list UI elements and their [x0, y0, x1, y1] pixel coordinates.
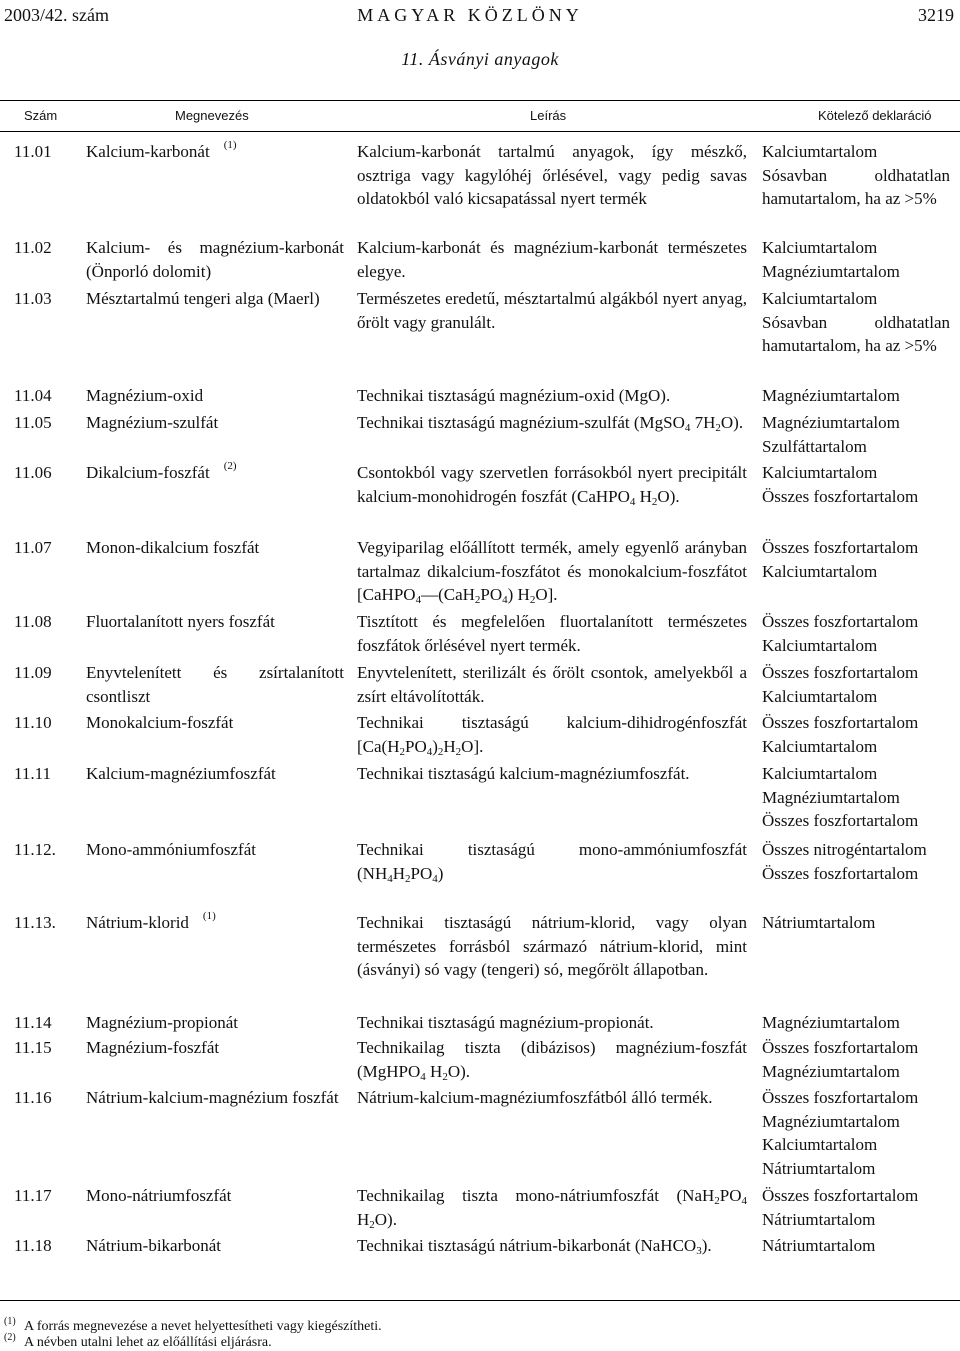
footnote-text: A forrás megnevezése a nevet helyettesítheti vagy kiegészítheti. [24, 1319, 382, 1334]
row-name-cell [86, 384, 344, 408]
formula-part: H [357, 1209, 370, 1229]
formula-part: ) H [507, 585, 530, 604]
row-name-cell [86, 838, 344, 862]
formula-part: O]. [461, 736, 484, 756]
declaration-item: Magnéziumtartalom [762, 1013, 900, 1032]
formula-part: PO [404, 736, 427, 756]
row-description-cell [357, 411, 747, 435]
chemical-formula [357, 1062, 470, 1081]
row-declaration-cell [762, 461, 950, 508]
declaration-item: Nátriumtartalom [762, 1158, 876, 1178]
row-declaration-cell [762, 536, 950, 583]
row-name-cell [86, 911, 344, 935]
row-description: Technikai tisztaságú magnézium-szulfát [357, 413, 630, 432]
row-number: 11.14 [14, 1013, 52, 1032]
formula-part: ) [437, 863, 444, 883]
section-title: 11. Ásványi anyagok [401, 49, 559, 69]
row-name: Monon-dikalcium foszfát [86, 538, 260, 557]
row-description: Technikai tisztaságú kalcium-magnéziumfoszfát. [357, 764, 690, 783]
row-name: Magnézium-oxid [86, 386, 204, 405]
row-description: Természetes eredetű, mésztartalmú algákból nyert anyag, őrölt vagy granulált. [357, 289, 747, 332]
footnote-reference: (1) [223, 139, 237, 151]
row-declaration-cell [762, 838, 950, 885]
row-description: Nátrium-kalcium-magnéziumfoszfátból álló termék. [357, 1088, 713, 1107]
footnote-mark: (1) [4, 1316, 16, 1327]
row-description: Csontokból vagy szervetlen forrásokból nyert precipitált kalcium-monohidrogén foszfát [357, 463, 747, 506]
row-name: Magnézium-szulfát [86, 413, 219, 432]
formula-subscript: 2 [715, 422, 721, 434]
formula-subscript: 2 [399, 745, 405, 758]
row-description-cell [357, 610, 747, 657]
row-name: Magnézium-propionát [86, 1013, 239, 1032]
row-name: Mésztartalmú tengeri alga (Maerl) [86, 289, 320, 308]
row-description-cell [357, 1036, 747, 1083]
chemical-formula [357, 585, 558, 604]
declaration-item: Összes foszfortartalom [762, 1038, 919, 1057]
row-declaration-cell [762, 1086, 950, 1180]
row-name: Dikalcium-foszfát [86, 463, 210, 482]
table-top-rule [0, 100, 960, 101]
declaration-item: Szulfáttartalom [762, 436, 867, 456]
chemical-formula [357, 864, 443, 883]
row-description: Technikai tisztaságú kalcium-dihidrogénfoszfát [357, 713, 747, 732]
formula-subscript: 2 [455, 745, 462, 758]
row-declaration-cell [762, 762, 950, 833]
row-name-cell [86, 411, 344, 435]
row-name: Nátrium-klorid [86, 913, 189, 932]
declaration-item: Magnéziumtartalom [762, 1061, 900, 1081]
row-name: Enyvtelenített és zsírtalanított csontliszt [86, 663, 344, 706]
row-description: Kalcium-karbonát és magnézium-karbonát természetes elegye. [357, 238, 747, 281]
formula-part: [Ca(H [357, 736, 400, 756]
row-name: Mono-nátriumfoszfát [86, 1186, 232, 1205]
column-header-description: Leírás [530, 108, 567, 123]
declaration-item: Kalciumtartalom [762, 635, 878, 655]
row-description: Technikailag tiszta (dibázisos) magnézium-foszfát [357, 1038, 747, 1057]
row-name: Nátrium-kalcium-magnézium foszfát [86, 1088, 339, 1107]
formula-subscript: 4 [387, 872, 393, 885]
row-description: Vegyiparilag előállított termék, amely egyenlő arányban tartalmaz dikalcium-foszfátot és monokalcium-foszfátot [357, 538, 747, 581]
row-name: Kalcium- és magnézium-karbonát (Önporló dolomit) [86, 238, 344, 281]
declaration-item: Összes foszfortartalom [762, 1186, 919, 1205]
chemical-formula [634, 413, 743, 432]
row-number: 11.02 [14, 238, 52, 257]
declaration-item: Összes foszfortartalom [762, 538, 919, 557]
row-number: 11.15 [14, 1038, 52, 1057]
declaration-item: Összes foszfortartalom [762, 612, 919, 631]
declaration-item: Összes foszfortartalom [762, 663, 919, 682]
formula-subscript: 2 [474, 594, 481, 606]
row-name: Monokalcium-foszfát [86, 713, 234, 732]
formula-part: O). [447, 1061, 471, 1081]
row-description: Kalcium-karbonát tartalmú anyagok, így mészkő, osztriga vagy kagylóhéj őrlésével, vagy pedig savas oldatokból való kicsapatással nyert termék [357, 142, 747, 208]
publication-title: MAGYAR KÖZLÖNY [357, 5, 583, 25]
footnote-reference: (1) [202, 910, 216, 922]
row-description-cell [357, 536, 747, 607]
formula-part: O]. [535, 585, 558, 604]
row-declaration-cell [762, 661, 950, 708]
row-name-cell [86, 536, 344, 560]
row-description-cell [357, 911, 747, 982]
row-number: 11.03 [14, 289, 52, 308]
row-description-cell [357, 762, 747, 786]
declaration-item: Magnéziumtartalom [762, 413, 900, 432]
declaration-item: Kalciumtartalom [762, 463, 878, 482]
row-number: 11.01 [14, 142, 52, 161]
row-declaration-cell [762, 1184, 950, 1231]
footnote-2 [4, 1330, 272, 1351]
row-description: Tisztított és megfelelően fluortalanított természetes foszfátok őrlésével nyert termék. [357, 612, 747, 655]
column-header-declaration: Kötelező deklaráció [818, 108, 932, 123]
row-description-cell [357, 661, 747, 708]
row-number: 11.06 [14, 463, 52, 482]
footnote-mark: (2) [4, 1332, 16, 1343]
formula-subscript: 2 [442, 1070, 448, 1083]
row-number: 11.05 [14, 413, 52, 432]
row-number: 11.09 [14, 663, 52, 682]
formula-subscript: 2 [405, 872, 411, 885]
row-number: 11.10 [14, 713, 52, 732]
row-description-cell [357, 1011, 747, 1035]
declaration-item: Magnéziumtartalom [762, 386, 900, 405]
formula-part: ) [432, 736, 438, 756]
formula-part: O). [720, 413, 744, 432]
declaration-item: Nátriumtartalom [762, 913, 876, 932]
row-declaration-cell [762, 140, 950, 211]
formula-part: [CaHPO [357, 585, 416, 604]
formula-part: —(CaH [421, 585, 475, 604]
declaration-item: Összes foszfortartalom [762, 811, 919, 830]
declaration-item: Sósavban oldhatatlan hamutartalom, ha az >5% [762, 312, 950, 355]
row-declaration-cell [762, 384, 950, 408]
formula-subscript: 2 [651, 495, 658, 508]
row-description-cell [357, 140, 747, 211]
declaration-item: Magnéziumtartalom [762, 1111, 900, 1131]
row-name: Magnézium-foszfát [86, 1038, 220, 1057]
footnote-reference: (2) [223, 460, 237, 472]
declaration-item: Kalciumtartalom [762, 736, 878, 756]
formula-subscript: 4 [502, 594, 508, 606]
row-name-cell [86, 236, 344, 283]
row-number: 11.04 [14, 386, 52, 405]
declaration-item: Összes nitrogéntartalom [762, 840, 927, 859]
row-description: Technikai tisztaságú magnézium-propionát. [357, 1013, 654, 1032]
formula-part: (NaH [676, 1186, 715, 1205]
row-name-cell [86, 661, 344, 708]
footnote-text: A névben utalni lehet az előállítási eljárásra. [24, 1335, 272, 1350]
row-name-cell [86, 1011, 344, 1035]
row-number: 11.17 [14, 1186, 52, 1205]
row-declaration-cell [762, 236, 950, 283]
row-name-cell [86, 1036, 344, 1060]
declaration-item: Kalciumtartalom [762, 238, 878, 257]
formula-subscript: 4 [432, 872, 438, 885]
declaration-item: Kalciumtartalom [762, 142, 878, 161]
row-description-cell [357, 1234, 747, 1258]
chemical-formula [635, 1236, 712, 1255]
row-description: Enyvtelenített, sterilizált és őrölt csontok, amelyekből a zsírt eltávolították. [357, 663, 747, 706]
formula-subscript: 4 [415, 594, 422, 606]
row-description-cell [357, 1184, 747, 1231]
formula-part: (CaHPO [571, 486, 630, 506]
declaration-item: Magnéziumtartalom [762, 787, 900, 807]
formula-part: PO [480, 585, 503, 604]
formula-subscript: 4 [629, 495, 636, 508]
column-header-number: Szám [24, 108, 58, 123]
row-name-cell [86, 1184, 344, 1208]
row-name: Nátrium-bikarbonát [86, 1236, 222, 1255]
formula-subscript: 3 [696, 1245, 702, 1257]
row-number: 11.18 [14, 1236, 52, 1255]
row-declaration-cell [762, 287, 950, 358]
issue-number: 2003/42. szám [4, 5, 109, 25]
row-number: 11.07 [14, 538, 52, 557]
declaration-item: Kalciumtartalom [762, 686, 878, 706]
declaration-item: Nátriumtartalom [762, 1209, 876, 1229]
declaration-item: Kalciumtartalom [762, 764, 878, 783]
column-header-name: Megnevezés [175, 108, 249, 123]
formula-part: H [392, 863, 405, 883]
row-name-cell [86, 461, 344, 485]
row-declaration-cell [762, 711, 950, 758]
chemical-formula [357, 737, 483, 756]
row-description: Technikai tisztaságú magnézium-oxid (MgO). [357, 386, 671, 405]
row-name: Mono-ammóniumfoszfát [86, 840, 256, 859]
formula-subscript: 2 [529, 594, 536, 606]
formula-part: 7H [690, 413, 716, 432]
formula-subscript: 4 [426, 745, 433, 758]
formula-part: O). [657, 486, 680, 506]
row-description-cell [357, 236, 747, 283]
row-description: Technikai tisztaságú nátrium-bikarbonát [357, 1236, 631, 1255]
row-description: Technikai tisztaságú mono-ammóniumfoszfát [357, 840, 747, 859]
declaration-item: Nátriumtartalom [762, 1236, 876, 1255]
formula-subscript: 2 [369, 1218, 375, 1231]
formula-subscript: 2 [437, 745, 444, 758]
formula-part: (MgSO [633, 413, 685, 432]
row-name: Kalcium-magnéziumfoszfát [86, 764, 276, 783]
row-declaration-cell [762, 1011, 950, 1035]
row-description-cell [357, 384, 747, 408]
row-description-cell [357, 838, 747, 885]
declaration-item: Kalciumtartalom [762, 1135, 878, 1154]
row-number: 11.08 [14, 612, 52, 631]
row-name-cell [86, 711, 344, 735]
formula-subscript: 2 [714, 1195, 720, 1207]
row-name-cell [86, 1086, 344, 1110]
chemical-formula [571, 487, 679, 506]
formula-part: O). [374, 1209, 397, 1229]
row-declaration-cell [762, 1234, 950, 1258]
table-bottom-rule [0, 1300, 960, 1301]
table-header-rule [0, 131, 960, 132]
row-name: Kalcium-karbonát [86, 142, 210, 161]
declaration-item: Kalciumtartalom [762, 289, 878, 308]
row-description-cell [357, 1086, 747, 1110]
formula-part: H [443, 736, 456, 756]
row-name: Fluortalanított nyers foszfát [86, 612, 275, 631]
formula-subscript: 4 [420, 1070, 426, 1083]
row-number: 11.13. [14, 913, 56, 932]
declaration-item: Összes foszfortartalom [762, 486, 919, 506]
formula-part: (NaHCO [634, 1236, 697, 1255]
row-description: Technikai tisztaságú nátrium-klorid, vagy olyan természetes forrásból származó nátrium-klorid, mint (ásványi) só vagy (tengeri) só, megőrölt állapotban. [357, 913, 747, 979]
row-name-cell [86, 610, 344, 634]
row-name-cell [86, 762, 344, 786]
row-name-cell [86, 287, 344, 311]
formula-part: H [425, 1061, 443, 1081]
formula-part: ). [701, 1236, 712, 1255]
formula-part: (MgHPO [357, 1061, 421, 1081]
row-number: 11.11 [14, 764, 51, 783]
row-description: Technikailag tiszta mono-nátriumfoszfát [357, 1186, 659, 1205]
formula-subscript: 4 [741, 1195, 748, 1207]
formula-part: PO [410, 863, 433, 883]
row-declaration-cell [762, 1036, 950, 1083]
row-declaration-cell [762, 411, 950, 458]
formula-part: PO [719, 1186, 742, 1205]
formula-part: (NH [357, 863, 388, 883]
page-number: 3219 [918, 5, 954, 25]
row-name-cell [86, 140, 344, 164]
row-description-cell [357, 287, 747, 334]
row-declaration-cell [762, 610, 950, 657]
declaration-item: Sósavban oldhatatlan hamutartalom, ha az >5% [762, 165, 950, 208]
declaration-item: Kalciumtartalom [762, 561, 878, 581]
row-description-cell [357, 461, 747, 508]
row-declaration-cell [762, 911, 950, 935]
row-name-cell [86, 1234, 344, 1258]
declaration-item: Összes foszfortartalom [762, 1088, 919, 1107]
declaration-item: Összes foszfortartalom [762, 863, 919, 883]
formula-part: H [635, 486, 652, 506]
declaration-item: Magnéziumtartalom [762, 261, 900, 281]
row-description-cell [357, 711, 747, 758]
declaration-item: Összes foszfortartalom [762, 713, 919, 732]
formula-subscript: 4 [684, 422, 691, 434]
row-number: 11.12. [14, 840, 56, 859]
row-number: 11.16 [14, 1088, 52, 1107]
